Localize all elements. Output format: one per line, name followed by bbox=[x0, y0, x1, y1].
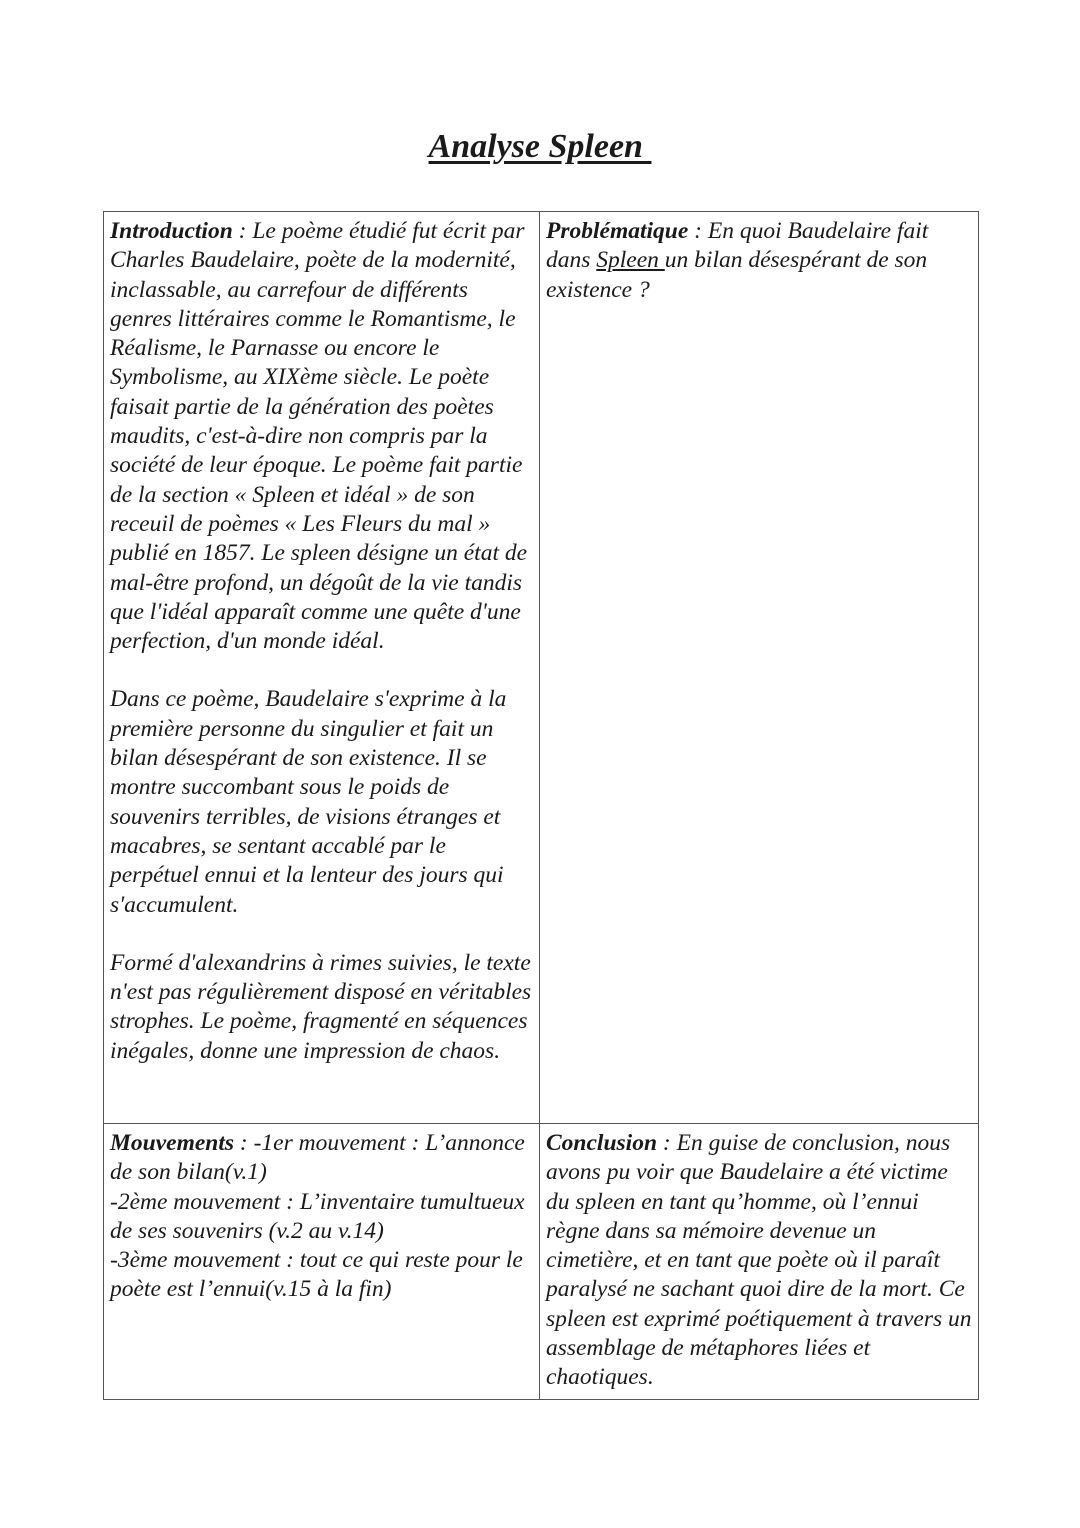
spleen-title-underlined: Spleen bbox=[596, 247, 665, 274]
mouvement-2: -2ème mouvement : L’inventaire tumultueux de ses souvenirs (v.2 au v.14) bbox=[110, 1188, 525, 1244]
conclusion-paragraph bbox=[546, 1129, 972, 1393]
mouvement-1 bbox=[110, 1129, 533, 1188]
introduction-separator: : bbox=[232, 218, 253, 244]
mouvement-3: -3ème mouvement : tout ce qui reste pour le poète est l’ennui(v.15 à la fin) bbox=[110, 1247, 523, 1303]
problematique-text-before: En quoi Baudelaire fait dans bbox=[546, 218, 929, 274]
introduction-label: Introduction bbox=[110, 218, 233, 244]
mouvement-1-text: -1er mouvement : L’annonce de son bilan(v.1) bbox=[110, 1130, 525, 1186]
problematique-label: Problématique bbox=[546, 218, 689, 244]
mouvements-separator: : bbox=[234, 1130, 254, 1156]
conclusion-separator: : bbox=[657, 1130, 677, 1156]
conclusion-text: En guise de conclusion, nous avons pu voir que Baudelaire a été victime du spleen en tant qu’homme, où l’ennui règne dans sa mémoire devenue un cimetière, et en tant que poète où il paraît paralysé ne sachant quoi dire de la mort. Ce spleen est exprimé poétiquement à travers un assemblage de métaphores liées et chaotiques. bbox=[546, 1130, 972, 1391]
mouvements-label: Mouvements bbox=[110, 1130, 235, 1156]
introduction-paragraph-2: Dans ce poème, Baudelaire s'exprime à la première personne du singulier et fait un bilan désespérant de son existence. Il se montre succombant sous le poids de souvenirs terribles, de visions étranges et macabres, se sentant accablé par le perpétuel ennui et la lenteur des jours qui s'accumulent. bbox=[110, 686, 507, 918]
problematique-text-after: un bilan désespérant de son existence ? bbox=[546, 247, 928, 303]
introduction-cell bbox=[104, 212, 540, 1124]
mouvements-cell bbox=[104, 1124, 540, 1400]
table-row bbox=[104, 212, 979, 1124]
introduction-text-1: Le poème étudié fut écrit par Charles Baudelaire, poète de la modernité, inclassable, au carrefour de différents genres littéraires comme le Romantisme, le Réalisme, le Parnasse ou encore le Symbolisme, au XIXème siècle. Le poète faisait partie de la génération des poètes maudits, c'est-à-dire non compris par la société de leur époque. Le poème fait partie de la section « Spleen et idéal » de son receuil de poèmes « Les Fleurs du mal » publié en 1857. Le spleen désigne un état de mal-être profond, un dégoût de la vie tandis que l'idéal apparaît comme une quête d'une perfection, d'un monde idéal. bbox=[110, 218, 528, 655]
introduction-paragraph-1 bbox=[110, 217, 533, 656]
problematique-cell bbox=[540, 212, 979, 1124]
table-row bbox=[104, 1124, 979, 1400]
analysis-table bbox=[103, 211, 979, 1400]
problematique-paragraph bbox=[546, 217, 972, 305]
page-title: Analyse Spleen bbox=[428, 128, 652, 165]
conclusion-label: Conclusion bbox=[546, 1130, 658, 1156]
conclusion-cell bbox=[540, 1124, 979, 1400]
introduction-paragraph-3: Formé d'alexandrins à rimes suivies, le texte n'est pas régulièrement disposé en véritables strophes. Le poème, fragmenté en séquences inégales, donne une impression de chaos. bbox=[110, 949, 532, 1064]
problematique-separator: : bbox=[688, 218, 708, 244]
